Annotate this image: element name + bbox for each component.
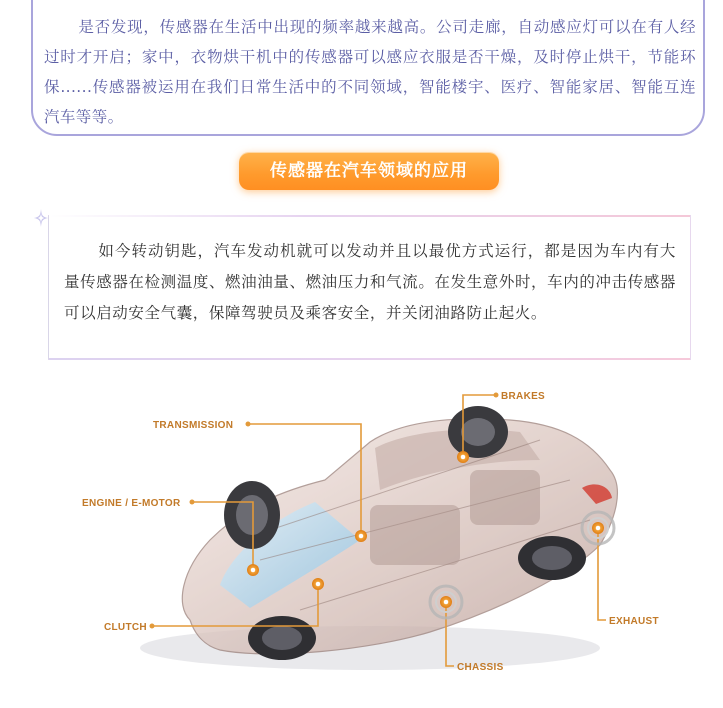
sensor-point-engine <box>247 564 259 576</box>
section-paragraph-text: 如今转动钥匙，汽车发动机就可以发动并且以最优方式运行，都是因为车内有大量传感器在检测温度、燃油油量、燃油压力和气流。在发生意外时，车内的冲击传感器可以启动安全气囊，保障驾驶员及乘客安全，并关闭油路防止起火。 <box>64 242 676 322</box>
sensor-point-clutch <box>312 578 324 590</box>
sensor-point-brakes <box>457 451 469 463</box>
box-bottom-border <box>49 358 690 360</box>
section-paragraph <box>64 236 676 329</box>
label-exhaust: EXHAUST <box>609 616 659 627</box>
car-illustration <box>182 406 617 660</box>
sparkle-icon <box>34 209 48 227</box>
label-chassis: CHASSIS <box>457 662 504 673</box>
section-heading: 传感器在汽车领域的应用 <box>239 152 499 190</box>
sensor-point-transmission <box>355 530 367 542</box>
intro-paragraph-text: 是否发现，传感器在生活中出现的频率越来越高。公司走廊，自动感应灯可以在有人经过时才开启；家中，衣物烘干机中的传感器可以感应衣服是否干燥，及时停止烘干，节能环保......传感器被运用在我们日常生活中的不同领域，智能楼宇、医疗、智能家居、智能互连汽车等等。 <box>44 18 696 126</box>
car-sensor-diagram <box>70 370 670 690</box>
label-engine: ENGINE / E-MOTOR <box>82 498 181 509</box>
label-transmission: TRANSMISSION <box>153 420 234 431</box>
label-clutch: CLUTCH <box>104 622 147 633</box>
box-top-border <box>49 215 690 217</box>
intro-paragraph <box>44 12 696 132</box>
label-brakes: BRAKES <box>501 391 546 402</box>
